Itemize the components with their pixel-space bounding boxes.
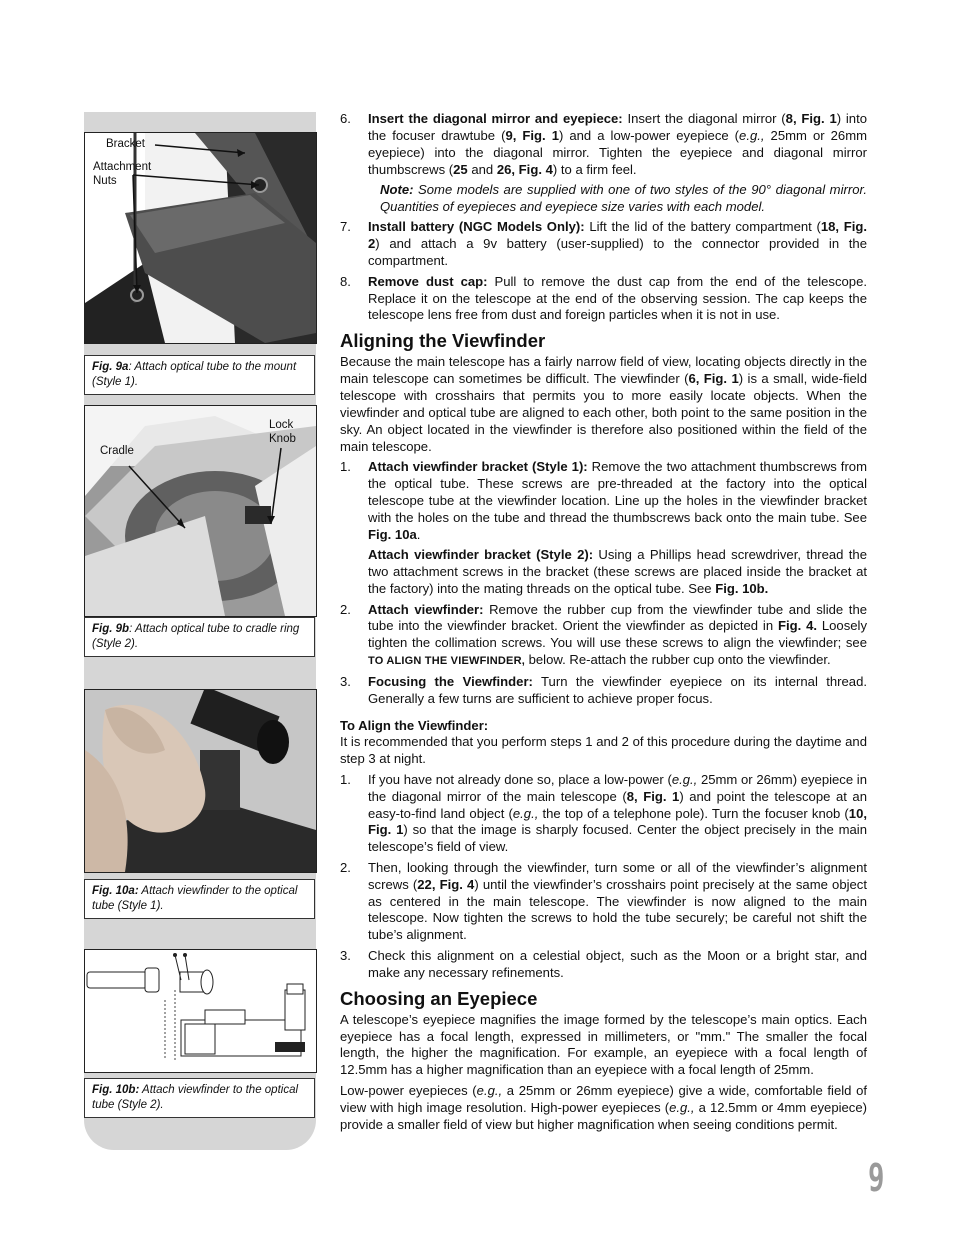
main-column [340, 111, 867, 1137]
text-run: Insert the diagonal mirror ( [622, 111, 786, 126]
figure-ref: Fig. 4. [777, 618, 818, 634]
eyepiece-paragraph-2 [340, 1083, 867, 1134]
text-run: Loosely tighten the collimation screws. You will use these screws to align the viewfinder; see [368, 618, 867, 651]
step-8 [340, 274, 867, 325]
step-title: Focusing the Viewfinder: [368, 673, 533, 689]
diagonal-note [340, 182, 867, 216]
text-run: ) and attach a 9v battery (user-supplied) to the connector provided in the compartment. [368, 236, 867, 269]
text-run: 25mm or 26mm eyepiece) into the diagonal mirror. Tighten the eyepiece and diagonal mirror thumbscrews ( [368, 127, 868, 177]
text-run: e.g., [739, 127, 765, 143]
to-align-step-1 [340, 772, 867, 857]
text-run: e.g., [669, 1099, 695, 1115]
step-title: Insert the diagonal mirror and eyepiece: [368, 111, 623, 126]
text-run: Pull to remove the dust cap from the end of the telescope. Replace it on the telescope at the end of the observing session. The cap keeps the telescope lens free from dust and foreign particles when it is not in use. [368, 273, 867, 323]
step-number: 2. [340, 601, 351, 617]
fig9b-caption [84, 617, 315, 657]
figure-ref: Fig. 10b. [715, 581, 769, 597]
step-title: Attach viewfinder: [368, 601, 484, 617]
figure-ref: 25 [453, 161, 468, 177]
text-run: ) until the viewfinder’s crosshairs point precisely at the same object as centered in the main telescope. The viewfinder is now aligned to the main telescope. Now tighten the screws to hold the tube securely; be careful not shift the tube’s alignment. [368, 876, 867, 943]
fig10a-caption [84, 879, 315, 919]
note-text: Some models are supplied with one of two styles of the 90° diagonal mirror. Quantities of eyepieces and eyepiece size varies with each model. [380, 182, 867, 215]
step-text [368, 219, 867, 270]
fig9b-caption-text: : Attach optical tube to cradle ring (Style 2). [92, 623, 300, 650]
note-label: Note: [380, 182, 414, 198]
text-run: Lift the lid of the battery compartment ( [584, 219, 821, 235]
step-text [368, 602, 867, 671]
step-text [368, 674, 867, 708]
cross-reference: TO ALIGN THE VIEWFINDER, [368, 655, 525, 668]
heading-choosing-eyepiece: Choosing an Eyepiece [340, 987, 538, 1009]
text-run: the top of a telephone pole). Turn the focuser knob ( [538, 805, 849, 821]
step-text [368, 860, 867, 945]
fig10a-photo [84, 689, 317, 873]
to-align-step-2 [340, 860, 867, 945]
step-text-style2 [368, 547, 867, 598]
text-run: Remove the two attachment thumbscrews from the optical tube. These screws are pre-threaded at the factory into the optical telescope tube at the viewfinder location. Line up the holes in the viewfinder bracket with the holes on the tube and thread the thumbscrews back onto the main tube. See [368, 459, 867, 526]
callout-lock-line2: Knob [269, 433, 296, 445]
callout-attachment-nuts [93, 160, 151, 188]
step-number: 6. [340, 111, 351, 126]
step-number: 7. [340, 219, 351, 235]
step-text [368, 111, 867, 179]
step-number: 1. [340, 459, 351, 475]
figure-ref: 22, Fig. 4 [417, 876, 475, 892]
step-text: Check this alignment on a celestial object, such as the Moon or a bright star, and make any necessary refinements. [368, 947, 867, 980]
fig9a-caption [84, 355, 315, 395]
text-run: 25mm or 26mm) eyepiece in the diagonal mirror of the main telescope ( [368, 771, 867, 804]
eyepiece-paragraph-1: A telescope’s eyepiece magnifies the image formed by the telescope’s main optics. Each eyepiece has a focal length, expressed in millimeters, or "mm." The smaller the focal length, the higher the magnification. For example, an eyepiece with a focal length of 12.5mm has a higher magnification than an eyepiece with a focal length of 25mm. [340, 1011, 867, 1078]
figure-ref: 26, Fig. 4 [496, 161, 553, 177]
text-run: Then, looking through the viewfinder, turn some or all of the viewfinder’s alignment screws ( [368, 859, 867, 892]
text-run: If you have not already done so, place a low-power ( [368, 771, 672, 787]
step-number: 8. [340, 273, 351, 289]
text-run: ) and point the telescope at an easy-to-find land object ( [368, 788, 867, 821]
step-title: Remove dust cap: [368, 273, 488, 289]
fig9a-caption-text: : Attach optical tube to the mount (Style 1). [92, 361, 297, 388]
text-run: ) is a small, wide-field telescope with crosshairs that permits you to more easily locate objects. When the viewfinder and optical tube are aligned to each other, both point to the same position in the sky. An object located in the viewfinder is therefore also positioned within the field of the main telescope. [340, 371, 867, 454]
text-run: ) and a low-power eyepiece ( [558, 127, 740, 143]
step-text [368, 772, 867, 857]
callout-lock-knob [269, 418, 296, 446]
page-number: 9 [868, 1156, 885, 1200]
text-run: a 25mm or 26mm eyepiece) give a wide, comfortable field of view with high image resolution. High-power eyepieces ( [340, 1082, 867, 1115]
figure-ref: 18, Fig. 2 [368, 219, 867, 252]
fig10b-drawing [84, 949, 317, 1073]
text-run: e.g., [671, 771, 698, 787]
to-align-step-3 [340, 948, 867, 982]
text-run: e.g., [476, 1082, 503, 1098]
text-run: ) into the focuser drawtube ( [368, 111, 868, 143]
fig10a-label: Fig. 10a: [92, 885, 139, 897]
text-run: and [467, 161, 497, 177]
aligning-step-1 [340, 459, 867, 598]
step-7 [340, 219, 867, 270]
step-title: Attach viewfinder bracket (Style 2): [368, 547, 594, 563]
text-run: Remove the rubber cup from the viewfinder tube and slide the tube into the viewfinder bracket. Orient the viewfinder as depicted in [368, 601, 868, 634]
figure-ref: 9, Fig. 1 [505, 127, 559, 143]
text-run: a 12.5mm or 4mm eyepiece) provide a smaller field of view but higher magnification when seeing conditions permit. [340, 1099, 868, 1132]
text-run: below. Re-attach the rubber cup onto the viewfinder. [524, 652, 831, 668]
fig10b-caption [84, 1078, 315, 1118]
fig9a-label: Fig. 9a [92, 361, 129, 373]
aligning-step-2 [340, 602, 867, 671]
fig10b-label: Fig. 10b: [92, 1084, 140, 1096]
callout-attachment-line1: Attachment [93, 161, 152, 173]
step-text [368, 274, 867, 325]
step-number: 1. [340, 771, 351, 787]
callout-attachment-line2: Nuts [93, 175, 117, 187]
text-run: . [416, 526, 421, 542]
heading-to-align: To Align the Viewfinder: [340, 717, 489, 733]
figure-ref: 8, Fig. 1 [626, 788, 680, 804]
text-run: Using a Phillips head screwdriver, thread the two attachment screws in the bracket (these screws are placed inside the bracket at the factory) into the mating threads on the optical tube. See [368, 547, 867, 597]
aligning-intro [340, 354, 867, 455]
step-title: Install battery (NGC Models Only): [368, 219, 585, 235]
to-align-intro: It is recommended that you perform steps 1 and 2 of this procedure during the daytime and step 3 at night. [340, 734, 867, 767]
aligning-step-3 [340, 674, 867, 708]
step-number: 3. [340, 947, 351, 963]
heading-aligning-viewfinder: Aligning the Viewfinder [340, 330, 546, 352]
text-run: Low-power eyepieces ( [340, 1082, 477, 1098]
fig10b-caption-text: Attach viewfinder to the optical tube (Style 2). [92, 1084, 299, 1111]
fig9b-label: Fig. 9b [92, 623, 130, 635]
fig10a-caption-text: Attach viewfinder to the optical tube (Style 1). [92, 885, 298, 912]
text-run: ) so that the image is sharply focused. Center the object precisely in the main telescope’s field of view. [368, 822, 867, 855]
callout-bracket: Bracket [106, 138, 145, 150]
step-6 [340, 111, 867, 179]
callout-lock-line1: Lock [269, 419, 294, 431]
step-number: 3. [340, 673, 351, 689]
text-run: ) to a firm feel. [552, 161, 637, 177]
figure-ref: 6, Fig. 1 [688, 371, 739, 387]
figure-ref: 8, Fig. 1 [785, 111, 837, 126]
text-run: e.g., [512, 805, 539, 821]
figure-ref: Fig. 10a [368, 526, 417, 542]
step-title: Attach viewfinder bracket (Style 1): [368, 459, 588, 475]
callout-cradle: Cradle [100, 445, 134, 457]
text-run: Turn the viewfinder eyepiece on its internal thread. Generally a few turns are sufficient to achieve proper focus. [368, 673, 867, 706]
text-run: Because the main telescope has a fairly narrow field of view, locating objects directly in the main telescope can sometimes be difficult. The viewfinder ( [340, 354, 867, 387]
step-text [368, 459, 867, 544]
figure-ref: 10, Fig. 1 [368, 805, 867, 838]
step-number: 2. [340, 859, 351, 875]
